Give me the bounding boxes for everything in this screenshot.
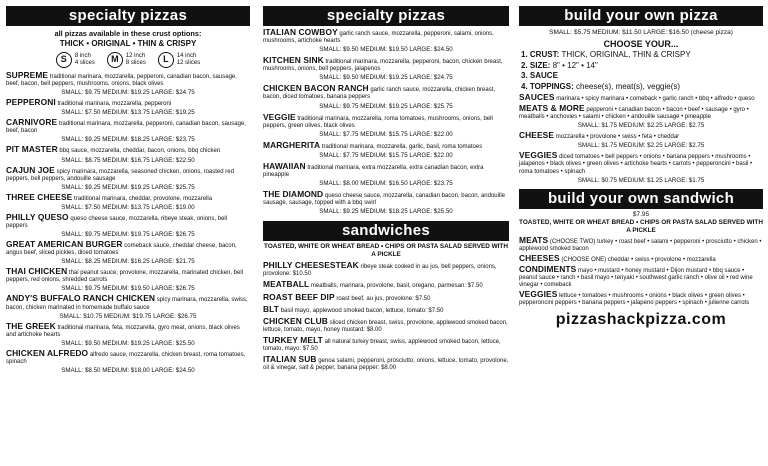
menu-item-list	[6, 72, 250, 375]
item-description	[6, 211, 250, 230]
item-description	[263, 139, 509, 151]
item-prices: SMALL: $9.75 MEDIUM: $19.50 LARGE: $26.75	[61, 285, 195, 293]
item-prices: SMALL: $7.50 MEDIUM: $13.75 LARGE: $19.25	[61, 109, 195, 117]
choose-title: CHOOSE YOUR...	[603, 39, 679, 49]
menu-item	[263, 281, 509, 290]
menu-item	[519, 252, 763, 264]
item-description	[6, 295, 250, 311]
menu-item	[519, 132, 763, 150]
topping-list	[519, 94, 763, 185]
item-description	[6, 320, 250, 339]
item-description	[6, 146, 250, 155]
item-details: traditional marinara, mozzarella, pepperoni, canadian bacon, sausage, beef, bacon	[6, 121, 246, 135]
step-label: 3. SAUCE	[521, 71, 558, 80]
build-steps	[519, 50, 763, 92]
item-name: CHICKEN ALFREDO	[6, 347, 89, 358]
item-name: VEGGIES	[519, 150, 558, 161]
item-name: TURKEY MELT	[263, 334, 323, 345]
item-details: traditional marinara, mozzarella, roma tomatoes, mushrooms, onions, bell peppers, green olives, black olives	[263, 115, 493, 129]
item-details: ribeye steak cooked in au jus, bell peppers, onions, provolone: $10.50	[263, 264, 497, 278]
item-name: PHILLY QUESO	[6, 211, 69, 222]
item-description	[263, 334, 509, 353]
size-slices: 12 slices	[176, 60, 201, 66]
item-description	[263, 85, 509, 101]
menu-item	[263, 160, 509, 188]
item-prices: SMALL: $1.75 MEDIUM: $2.25 LARGE: $2.75	[577, 142, 705, 150]
item-description	[6, 119, 250, 135]
sandwich-options	[519, 234, 763, 308]
item-name: ANDY'S BUFFALO RANCH CHICKEN	[6, 293, 156, 304]
size-large	[158, 52, 200, 68]
item-prices: SMALL: $9.25 MEDIUM: $19.25 LARGE: $25.75	[61, 183, 195, 191]
menu-item	[263, 356, 509, 372]
item-details: queso cheese sauce, mozzarella, ribeye steak, onions, bell peppers	[6, 215, 228, 229]
item-details: marinara • spicy marinara • comeback • garlic ranch • bbq • alfredo • queso	[556, 96, 755, 102]
item-prices: SMALL: $7.50 MEDIUM: $13.75 LARGE: $19.00	[61, 203, 195, 211]
item-details: (CHOOSE ONE) cheddar • swiss • provolone • mozzarella	[561, 256, 716, 263]
item-name: THREE CHEESE	[6, 191, 73, 202]
item-details: traditional marinara, mozzarella, pepperoni, canadian bacon, sausage, beef, bacon, bell peppers, mushrooms, onions, black olives	[6, 74, 237, 88]
menu-item	[263, 262, 509, 278]
item-description	[519, 105, 763, 121]
item-name: SUPREME	[6, 70, 49, 80]
item-prices: SMALL: $9.50 MEDIUM: $19.25 LARGE: $24.75	[319, 74, 453, 82]
size-inch: 12 inch	[125, 53, 146, 59]
build-your-own-column	[519, 6, 763, 329]
menu-item	[519, 105, 763, 130]
menu-item	[263, 334, 509, 353]
item-prices: SMALL: $9.50 MEDIUM: $19.50 LARGE: $24.50	[319, 46, 453, 54]
size-inch: 8 inch	[74, 53, 91, 59]
menu-item	[263, 191, 509, 216]
item-description	[263, 29, 509, 45]
item-name: GREAT AMERICAN BURGER	[6, 239, 123, 250]
item-details: thai peanut sauce, provolone, mozzarella, marinated chicken, bell peppers, red onions, shredded carrots	[6, 270, 244, 284]
item-name: HAWAIIAN	[263, 160, 306, 171]
item-details: garlic ranch sauce, mozzarella, chicken breast, bacon, diced tomatoes, banana peppers	[263, 87, 496, 101]
item-description	[6, 347, 250, 366]
item-prices: SMALL: $7.75 MEDIUM: $15.75 LARGE: $22.00	[319, 130, 453, 138]
item-name: CHICKEN BACON RANCH	[263, 83, 369, 94]
menu-item	[519, 152, 763, 184]
item-description	[519, 132, 763, 141]
item-name: SAUCES	[519, 92, 555, 102]
item-details: traditional marinara, mozzarella, garlic, basil, roma tomatoes	[321, 143, 483, 150]
sandwich-note: TOASTED, WHITE OR WHEAT BREAD • CHIPS OR PASTA SALAD SERVED WITH A PICKLE	[519, 218, 763, 234]
item-description	[263, 57, 509, 73]
base-prices: SMALL: $5.75 MEDIUM: $11.50 LARGE: $16.50 (cheese pizza)	[549, 29, 733, 36]
sandwich-price: $7.95	[632, 210, 650, 218]
item-prices: SMALL: $1.75 MEDIUM: $2.25 LARGE: $2.75	[577, 122, 705, 130]
menu-item	[263, 29, 509, 54]
item-name: CHEESES	[519, 252, 560, 263]
item-name: PIT MASTER	[6, 144, 58, 155]
item-prices: SMALL: $9.75 MEDIUM: $19.25 LARGE: $24.75	[61, 89, 195, 97]
item-name: MEATS & MORE	[519, 103, 585, 114]
size-badge: S	[56, 52, 72, 68]
menu-item	[6, 268, 250, 293]
menu-item	[6, 72, 250, 97]
item-description	[519, 234, 763, 253]
item-description	[519, 252, 763, 264]
item-details: lettuce • tomatoes • mushrooms • onions • black olives • green olives • pepperoncini peppers • banana peppers • jalapeno peppers • spinach • julienne carrots	[519, 293, 750, 307]
build-step	[519, 50, 763, 61]
item-description	[263, 262, 509, 278]
menu-item	[519, 234, 763, 253]
item-name: THAI CHICKEN	[6, 266, 68, 277]
item-details: traditional marinara, extra mozzarella, extra canadian bacon, extra pineapple	[263, 164, 484, 178]
sandwich-note: TOASTED, WHITE OR WHEAT BREAD • CHIPS OR PASTA SALAD SERVED WITH A PICKLE	[264, 243, 508, 259]
item-description	[519, 152, 763, 175]
size-inch: 14 inch	[176, 53, 197, 59]
item-name: THE DIAMOND	[263, 189, 324, 200]
item-description	[263, 160, 509, 179]
item-details: meatballs, marinara, provolone, basil, oregano, parmesan: $7.50	[310, 283, 483, 290]
size-legend	[6, 52, 250, 68]
item-details: traditional marinara, mozzarella, pepperoni	[57, 101, 172, 108]
item-description	[263, 315, 509, 334]
menu-item	[6, 119, 250, 144]
website: pizzashackpizza.com	[555, 311, 727, 329]
item-name: MEATBALL	[263, 279, 310, 290]
item-name: MEATS	[519, 234, 549, 245]
item-name: VEGGIE	[263, 111, 296, 122]
item-name: BLT	[263, 303, 279, 314]
section-header: specialty pizzas	[6, 6, 250, 26]
item-details: bbq sauce, mozzarella, cheddar, bacon, onions, bbq chicken	[59, 148, 221, 155]
menu-item-list	[263, 29, 509, 216]
menu-item	[6, 164, 250, 192]
menu-item	[6, 241, 250, 266]
menu-item	[6, 295, 250, 320]
step-label: 4. TOPPINGS:	[521, 81, 574, 91]
item-details: traditional marinara, mozzarella, pepperoni, bacon, chicken breast, mushrooms, onions, bell peppers, jalapenos	[263, 59, 503, 73]
item-details: roast beef, au jus, provolone: $7.50	[336, 295, 431, 302]
item-description	[6, 99, 250, 108]
item-details: traditional marinara, cheddar, provolone, mozzarella	[74, 195, 213, 202]
menu-item	[6, 146, 250, 164]
item-details: comeback sauce, cheddar cheese, bacon, angus beef, sliced pickles, diced tomatoes	[6, 243, 237, 257]
item-name: KITCHEN SINK	[263, 55, 324, 66]
item-name: VEGGIES	[519, 289, 558, 300]
step-value: cheese(s), meat(s), veggie(s)	[576, 81, 681, 91]
item-prices: SMALL: $9.75 MEDIUM: $19.25 LARGE: $25.75	[319, 102, 453, 110]
specialty-pizzas-column-1	[6, 6, 250, 375]
menu-item	[6, 211, 250, 239]
item-details: all natural turkey breast, swiss, applewood smoked bacon, lettuce, tomato, mayo: $7.50	[263, 338, 501, 352]
item-name: PHILLY CHEESESTEAK	[263, 260, 359, 271]
menu-item	[519, 291, 763, 307]
item-name: CHEESE	[519, 130, 555, 141]
item-description	[263, 291, 509, 303]
item-name: CARNIVORE	[6, 117, 58, 128]
item-description	[6, 191, 250, 203]
item-details: mozzarella • provolone • swiss • feta • cheddar	[555, 134, 680, 141]
build-step	[519, 71, 763, 82]
step-value: THICK, ORIGINAL, THIN & CRISPY	[561, 50, 691, 59]
item-prices: SMALL: $7.75 MEDIUM: $15.75 LARGE: $22.00	[319, 151, 453, 159]
item-prices: SMALL: $10.75 MEDIUM: $19.75 LARGE: $26.75	[59, 312, 197, 320]
item-name: ITALIAN SUB	[263, 354, 317, 365]
item-description	[519, 263, 763, 289]
item-description	[6, 72, 250, 88]
item-prices: SMALL: $0.75 MEDIUM: $1.25 LARGE: $1.75	[577, 176, 705, 184]
item-details: genoa salami, pepperoni, prosciutto, onions, lettuce, tomato, provolone, oil & vinegar, salt & pepper, banana pepper: $8.00	[263, 358, 509, 372]
item-prices: SMALL: $9.50 MEDIUM: $19.25 LARGE: $25.50	[61, 339, 195, 347]
menu-item	[6, 320, 250, 348]
item-description	[263, 111, 509, 130]
size-badge: M	[107, 52, 123, 68]
item-details: garlic ranch sauce, mozzarella, pepperoni, salami, onions, mushrooms, artichoke hearts	[263, 31, 494, 45]
item-details: alfredo sauce, mozzarella, chicken breast, roma tomatoes, spinach	[6, 351, 246, 365]
menu-item	[6, 99, 250, 117]
size-small	[56, 52, 95, 68]
item-description	[519, 94, 763, 103]
item-prices: SMALL: $9.75 MEDIUM: $19.75 LARGE: $26.75	[61, 231, 195, 239]
item-name: THE GREEK	[6, 320, 56, 331]
item-description	[263, 191, 509, 207]
menu-item	[6, 347, 250, 375]
item-details: (CHOOSE TWO) turkey • roast beef • salami • pepperoni • prosciutto • chicken • applewood smoked bacon	[519, 238, 762, 252]
item-description	[6, 241, 250, 257]
item-name: ITALIAN COWBOY	[263, 27, 338, 37]
size-medium	[107, 52, 146, 68]
menu-item	[519, 263, 763, 289]
item-details: mayo • mustard • honey mustard • Dijon mustard • bbq sauce • peanut sauce • ranch • basil mayo • teriyaki • southwest garlic ranch • olive oil • red wine vinegar • comeback	[519, 267, 753, 289]
step-label: 2. SIZE:	[521, 60, 551, 70]
menu-item	[263, 85, 509, 110]
item-description	[263, 281, 509, 290]
crust-options: THICK • ORIGINAL • THIN & CRISPY	[59, 39, 197, 48]
size-slices: 4 slices	[74, 60, 95, 66]
item-name: PEPPERONI	[6, 97, 56, 108]
sandwiches-header: sandwiches	[263, 221, 509, 241]
item-prices: SMALL: $8.75 MEDIUM: $16.75 LARGE: $22.50	[61, 156, 195, 164]
menu-item	[6, 191, 250, 212]
size-slices: 8 slices	[125, 60, 146, 66]
item-details: diced tomatoes • bell peppers • onions • banana peppers • mushrooms • jalapenos • black olives • green olives • artichoke hearts • carrots • pepperoncini • basil • roma tomatoes • spinach	[519, 154, 753, 175]
menu-item	[263, 139, 509, 160]
item-prices: SMALL: $8.25 MEDIUM: $16.25 LARGE: $21.75	[61, 258, 195, 266]
item-description	[263, 356, 509, 372]
size-badge: L	[158, 52, 174, 68]
section-header: specialty pizzas	[263, 6, 509, 26]
item-details: spicy marinara, mozzarella, seasoned chicken, onions, roasted red peppers, bell peppers, andouille sausage	[6, 168, 234, 182]
item-details: spicy marinara, mozzarella, swiss, bacon, chicken marinated in homemade buffalo sauce	[6, 297, 248, 311]
section-header: build your own pizza	[519, 6, 763, 26]
item-name: MARGHERITA	[263, 139, 321, 150]
item-name: ROAST BEEF DIP	[263, 291, 335, 302]
item-details: pepperoni • canadian bacon • bacon • beef • sausage • gyro • meatballs • anchovies • salami • chicken • andouille sausage • pineapple	[519, 107, 749, 121]
menu-item	[263, 111, 509, 139]
build-step	[519, 82, 763, 93]
crust-note: all pizzas available in these crust options:	[54, 29, 202, 38]
menu-item	[519, 94, 763, 103]
item-name: CHICKEN CLUB	[263, 315, 328, 326]
item-prices: SMALL: $8.50 MEDIUM: $18.00 LARGE: $24.50	[61, 366, 195, 374]
step-value: 8" • 12" • 14"	[552, 60, 598, 70]
item-name: CONDIMENTS	[519, 263, 577, 274]
item-details: queso cheese sauce, mozzarella, canadian bacon, bacon, andouille sausage, sausage, topped with a bbq swirl	[263, 193, 505, 207]
item-name: CAJUN JOE	[6, 164, 55, 175]
sandwich-list	[263, 262, 509, 372]
menu-item	[263, 315, 509, 334]
item-details: basil mayo, applewood smoked bacon, lettuce, tomato: $7.50	[280, 307, 444, 314]
item-description	[6, 268, 250, 284]
item-prices: SMALL: $9.25 MEDIUM: $18.25 LARGE: $23.75	[61, 136, 195, 144]
item-details: traditional marinara, feta, mozzarella, gyro meat, onions, black olives and artichoke hearts	[6, 324, 240, 338]
item-description	[519, 291, 763, 307]
item-prices: SMALL: $8.00 MEDIUM: $16.50 LARGE: $23.75	[319, 180, 453, 188]
build-step	[519, 61, 763, 72]
item-details: sliced chicken breast, swiss, provolone, applewood smoked bacon, lettuce, tomato, mayo, honey mustard: $8.00	[263, 319, 508, 333]
item-description	[6, 164, 250, 183]
menu-item	[263, 57, 509, 82]
menu-item	[263, 303, 509, 315]
menu-item	[263, 291, 509, 303]
item-prices: SMALL: $9.25 MEDIUM: $18.25 LARGE: $25.50	[319, 208, 453, 216]
specialty-pizzas-column-2	[263, 6, 509, 372]
build-sandwich-header: build your own sandwich	[519, 189, 763, 209]
item-description	[263, 303, 509, 315]
step-label: 1. CRUST:	[521, 50, 560, 59]
